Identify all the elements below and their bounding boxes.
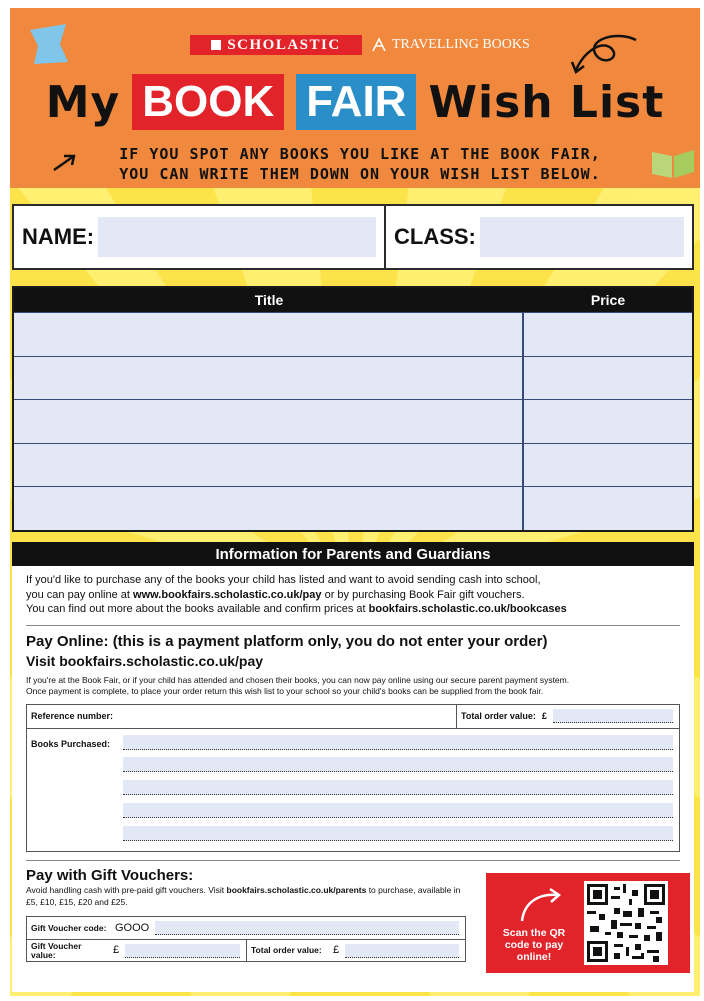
- book-title-field[interactable]: [14, 487, 524, 530]
- title-fair: FAIR: [296, 74, 416, 130]
- voucher-total-cell: [246, 940, 465, 961]
- book-title-field[interactable]: [14, 400, 524, 443]
- pay-online-note-2: Once payment is complete, to place your order return this wish list to your school so your child's books can be supplied from the book fair.: [26, 686, 544, 696]
- book-price-field[interactable]: [524, 400, 692, 443]
- parents-link[interactable]: bookfairs.scholastic.co.uk/parents: [226, 885, 367, 895]
- total-order-cell: [457, 705, 679, 728]
- page-title: [10, 70, 700, 134]
- gift-voucher-value-field[interactable]: [125, 944, 240, 958]
- info-heading: Information for Parents and Guardians: [12, 542, 694, 566]
- books-purchased-lines: [123, 735, 673, 849]
- gift-voucher-code-row: [27, 917, 465, 939]
- books-purchased-field[interactable]: [123, 735, 673, 750]
- class-cell: [386, 206, 692, 268]
- open-book-icon: [650, 146, 696, 180]
- books-purchased-field[interactable]: [123, 757, 673, 772]
- wish-list-page: [10, 8, 700, 996]
- table-row: [14, 356, 692, 400]
- intro-text: [80, 144, 640, 184]
- gift-voucher-code-label: Gift Voucher code:: [31, 922, 107, 933]
- book-price-field[interactable]: [524, 313, 692, 356]
- books-purchased-field[interactable]: [123, 826, 673, 841]
- pointer-arrow-icon: [50, 152, 80, 172]
- title-my: My: [45, 76, 121, 128]
- class-label: CLASS:: [394, 224, 476, 249]
- travelling-books-logo: [370, 35, 530, 55]
- gift-voucher-value-row: [27, 939, 465, 961]
- voucher-total-label: Total order value:: [251, 945, 322, 955]
- info-line-1: If you'd like to purchase any of the books your child has listed and want to avoid sending cash into school,: [26, 574, 541, 586]
- travelling-books-text: TRAVELLING BOOKS: [392, 37, 530, 52]
- gift-voucher-details: [26, 867, 466, 963]
- info-line-2-text-end: or by purchasing Book Fair gift vouchers.: [321, 588, 525, 601]
- name-label: NAME:: [22, 224, 95, 249]
- voucher-total-field[interactable]: [345, 944, 459, 958]
- parents-info-panel: [12, 542, 694, 992]
- header-banner: [10, 8, 700, 188]
- name-cell: [14, 206, 386, 268]
- gift-voucher-title: Pay with Gift Vouchers:: [26, 866, 194, 884]
- divider: [26, 860, 680, 861]
- info-line-3-text: You can find out more about the books available and confirm prices at: [26, 603, 369, 615]
- scholastic-mark-icon: [211, 40, 221, 50]
- title-wish-list: Wish List: [428, 76, 665, 128]
- column-title-header: Title: [254, 292, 284, 308]
- scholastic-logo-text: SCHOLASTIC: [227, 36, 341, 53]
- table-row: [14, 312, 692, 356]
- intro-line-1: IF YOU SPOT ANY BOOKS YOU LIKE AT THE BOOK FAIR,: [119, 145, 601, 163]
- student-details: [12, 204, 694, 270]
- gift-voucher-code-prefix: GOOO: [115, 921, 150, 934]
- qr-panel: [486, 873, 690, 973]
- travelling-books-icon: [370, 36, 388, 54]
- gift-voucher-value-label: Gift Voucher value:: [31, 940, 82, 960]
- curved-arrow-icon: [516, 885, 566, 925]
- divider: [26, 625, 680, 626]
- bookcases-link[interactable]: bookfairs.scholastic.co.uk/bookcases: [368, 603, 567, 615]
- pay-link[interactable]: www.bookfairs.scholastic.co.uk/pay: [133, 588, 322, 601]
- gift-voucher-description: [26, 885, 466, 908]
- book-title-field[interactable]: [14, 313, 524, 356]
- payment-details-box: [26, 704, 680, 852]
- total-order-field[interactable]: [553, 709, 673, 723]
- books-purchased-label: Books Purchased:: [31, 738, 111, 749]
- total-order-label: Total order value:: [461, 710, 536, 721]
- gift-voucher-currency: £: [113, 944, 120, 957]
- gift-voucher-code-field[interactable]: [155, 921, 459, 935]
- scholastic-logo: [190, 35, 362, 55]
- table-row: [14, 399, 692, 443]
- currency-symbol: £: [541, 710, 547, 721]
- title-book: BOOK: [132, 74, 284, 130]
- info-line-2-text: you can pay online at: [26, 588, 134, 601]
- qr-caption: Scan the QR code to pay online!: [502, 926, 566, 963]
- book-price-field[interactable]: [524, 487, 692, 530]
- pay-online-title: Pay Online: (this is a payment platform only, you do not enter your order): [26, 632, 548, 650]
- class-field[interactable]: [480, 217, 684, 257]
- flag-icon: [26, 22, 70, 66]
- table-row: [14, 443, 692, 487]
- gift-voucher-desc-text: Avoid handling cash with pre-paid gift vouchers. Visit: [26, 885, 227, 895]
- pay-online-note: [26, 675, 680, 698]
- column-price-header: Price: [590, 292, 626, 308]
- gift-voucher-value-cell: [27, 940, 246, 961]
- gift-voucher-code-cell: [27, 917, 465, 939]
- wish-list-table: [12, 286, 694, 532]
- gift-voucher-desc-end: to purchase, available in £5, £10, £15, £20 and £25.: [26, 885, 461, 907]
- info-line-2: [26, 588, 680, 603]
- info-line-3: [26, 602, 680, 617]
- pay-online-visit[interactable]: Visit bookfairs.scholastic.co.uk/pay: [26, 652, 264, 669]
- book-price-field[interactable]: [524, 444, 692, 487]
- voucher-total-currency: £: [333, 944, 340, 957]
- book-title-field[interactable]: [14, 357, 524, 400]
- books-purchased-field[interactable]: [123, 803, 673, 818]
- intro-line-2: YOU CAN WRITE THEM DOWN ON YOUR WISH LIST BELOW.: [119, 165, 601, 183]
- gift-voucher-section: [26, 867, 680, 997]
- wish-table-header: [14, 288, 692, 312]
- pay-online-note-1: If you're at the Book Fair, or if your child has attended and chosen their books, you can now pay online using our secure parent payment system.: [26, 674, 570, 685]
- payment-details-top: [27, 705, 679, 729]
- book-title-field[interactable]: [14, 444, 524, 487]
- table-row: [14, 486, 692, 530]
- reference-number-cell[interactable]: [27, 705, 457, 728]
- reference-number-label: Reference number:: [31, 710, 114, 721]
- info-body: [12, 566, 694, 996]
- gift-voucher-form: [26, 916, 466, 962]
- books-purchased-field[interactable]: [123, 780, 673, 795]
- name-field[interactable]: [98, 217, 376, 257]
- qr-code-image[interactable]: [584, 881, 668, 965]
- qr-code-icon: [587, 884, 665, 962]
- book-price-field[interactable]: [524, 357, 692, 400]
